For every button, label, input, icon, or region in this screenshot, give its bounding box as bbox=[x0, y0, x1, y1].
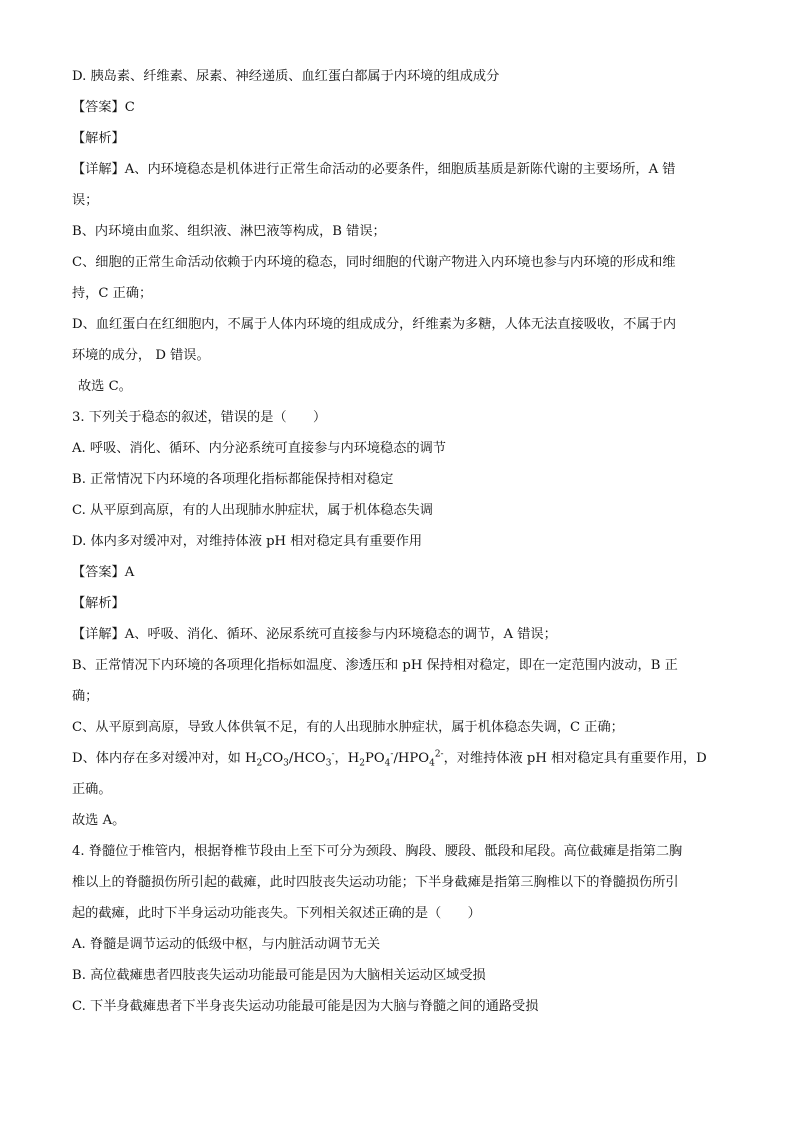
subscript: 3 bbox=[283, 758, 289, 769]
option-c-q3: C. 从平原到高原，有的人出现肺水肿症状，属于机体稳态失调 bbox=[72, 503, 433, 518]
option-a-q4: A. 脊髓是调节运动的低级中枢，与内脏活动调节无关 bbox=[72, 937, 381, 952]
detail-line: B、正常情况下内环境的各项理化指标如温度、渗透压和 pH 保持相对稳定，即在一定范围内波动，B 正 bbox=[72, 658, 678, 673]
detail-line: 误； bbox=[72, 193, 99, 208]
buffer-text: ，对维持体液 pH 相对稳定具有重要作用，D bbox=[443, 751, 707, 766]
detail-line: B、内环境由血浆、组织液、淋巴液等构成，B 错误； bbox=[72, 224, 386, 239]
answer-q3: 【答案】A bbox=[72, 565, 135, 580]
conclusion-q2: 故选 C。 bbox=[78, 379, 132, 394]
option-d-q2: D. 胰岛素、纤维素、尿素、神经递质、血红蛋白都属于内环境的组成成分 bbox=[72, 69, 500, 84]
buffer-text: D、体内存在多对缓冲对，如 H bbox=[72, 751, 257, 766]
buffer-text: PO bbox=[364, 751, 385, 766]
subscript: 2 bbox=[256, 758, 263, 769]
buffer-text: CO bbox=[262, 751, 284, 766]
detail-line: 正确。 bbox=[72, 782, 112, 797]
analysis-header-q3: 【解析】 bbox=[72, 596, 125, 611]
analysis-header-q2: 【解析】 bbox=[72, 131, 125, 146]
option-c-q4: C. 下半身截瘫患者下半身丧失运动功能最可能是因为大脑与脊髓之间的通路受损 bbox=[72, 999, 539, 1014]
buffer-text: /HPO bbox=[393, 751, 430, 766]
answer-q2: 【答案】C bbox=[72, 100, 135, 115]
buffer-text: /HCO bbox=[288, 751, 326, 766]
question-4-stem: 4. 脊髓位于椎管内，根据脊椎节段由上至下可分为颈段、胸段、腰段、骶段和尾段。高位截瘫是指第二胸 bbox=[72, 844, 683, 859]
superscript: - bbox=[331, 749, 335, 760]
conclusion-q3: 故选 A。 bbox=[72, 813, 126, 828]
detail-line: 【详解】A、内环境稳态是机体进行正常生命活动的必要条件，细胞质基质是新陈代谢的主要场所，A 错 bbox=[72, 162, 676, 177]
option-b-q3: B. 正常情况下内环境的各项理化指标都能保持相对稳定 bbox=[72, 472, 394, 487]
buffer-pairs-line bbox=[72, 750, 707, 768]
question-3-stem: 3. 下列关于稳态的叙述，错误的是（ ） bbox=[72, 410, 327, 425]
buffer-text: ，H bbox=[334, 751, 360, 766]
subscript: 2 bbox=[359, 758, 365, 769]
option-d-q3: D. 体内多对缓冲对，对维持体液 pH 相对稳定具有重要作用 bbox=[72, 534, 423, 549]
detail-line: C、细胞的正常生命活动依赖于内环境的稳态，同时细胞的代谢产物进入内环境也参与内环境的形成和维 bbox=[72, 255, 676, 270]
detail-line: 环境的成分， D 错误。 bbox=[72, 348, 210, 363]
superscript: - bbox=[390, 749, 394, 760]
option-a-q3: A. 呼吸、消化、循环、内分泌系统可直接参与内环境稳态的调节 bbox=[72, 441, 446, 456]
question-4-stem: 椎以上的脊髓损伤所引起的截瘫，此时四肢丧失运动功能；下半身截瘫是指第三胸椎以下的脊髓损伤所引 bbox=[72, 875, 679, 890]
detail-line: 持，C 正确； bbox=[72, 286, 153, 301]
detail-line: 【详解】A、呼吸、消化、循环、泌尿系统可直接参与内环境稳态的调节，A 错误； bbox=[72, 627, 557, 642]
detail-line: 确； bbox=[72, 689, 99, 704]
detail-line: D、血红蛋白在红细胞内，不属于人体内环境的组成成分，纤维素为多糖，人体无法直接吸收，不属于内 bbox=[72, 317, 677, 332]
detail-line: C、从平原到高原，导致人体供氧不足，有的人出现肺水肿症状，属于机体稳态失调，C 正确； bbox=[72, 720, 624, 735]
superscript: 2- bbox=[434, 749, 444, 760]
question-4-stem: 起的截瘫，此时下半身运动功能丧失。下列相关叙述正确的是（ ） bbox=[72, 906, 481, 921]
option-b-q4: B. 高位截瘫患者四肢丧失运动功能最可能是因为大脑相关运动区域受损 bbox=[72, 968, 486, 983]
subscript: 4 bbox=[384, 758, 391, 769]
subscript: 3 bbox=[325, 758, 332, 769]
subscript: 4 bbox=[429, 758, 435, 769]
